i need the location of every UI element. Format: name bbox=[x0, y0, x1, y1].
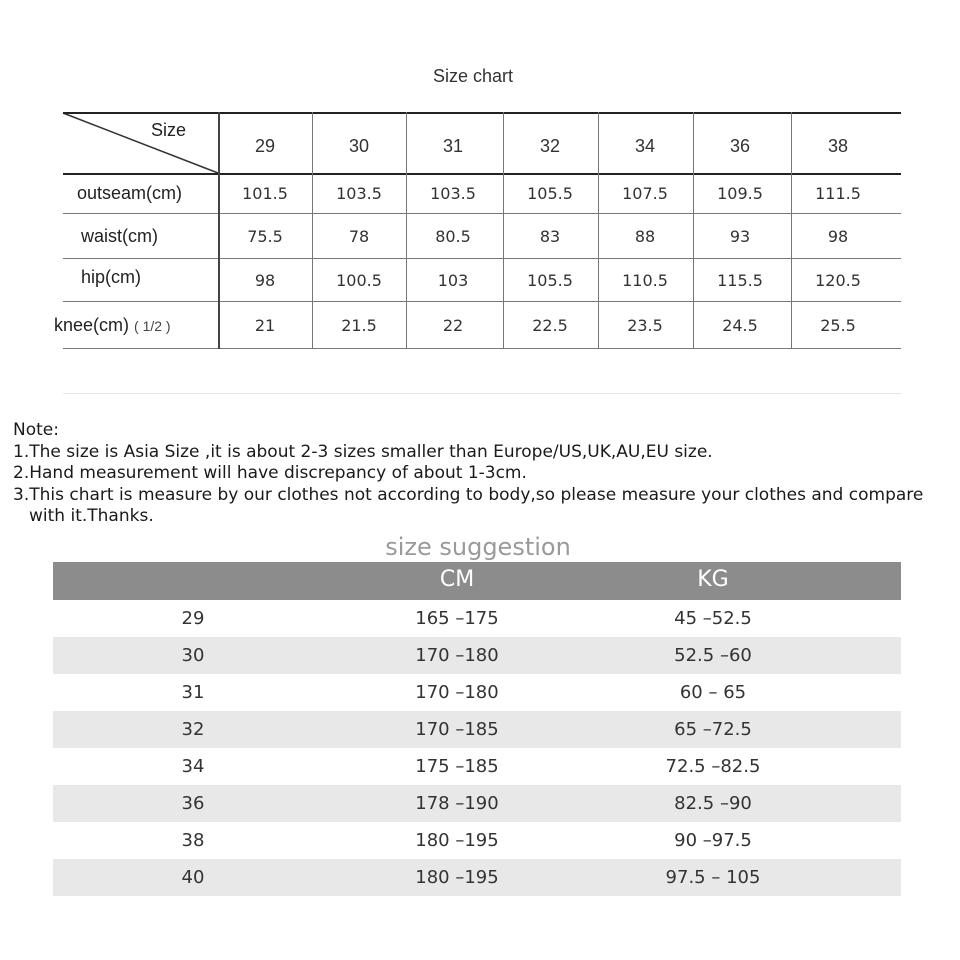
suggestion-cm: 180 –195 bbox=[415, 830, 499, 851]
table-cell: 22.5 bbox=[532, 315, 568, 335]
note-line-1: 1.The size is Asia Size ,it is about 2-3 sizes smaller than Europe/US,UK,AU,EU size. bbox=[13, 441, 713, 462]
suggestion-kg: 97.5 – 105 bbox=[665, 867, 761, 888]
table-cell: 110.5 bbox=[622, 270, 668, 290]
table-cell: 105.5 bbox=[527, 270, 573, 290]
suggestion-header-row bbox=[53, 562, 901, 600]
suggestion-kg: 72.5 –82.5 bbox=[665, 756, 761, 777]
suggestion-kg: 65 –72.5 bbox=[674, 719, 752, 740]
suggestion-kg: 90 –97.5 bbox=[674, 830, 752, 851]
suggestion-size: 31 bbox=[181, 682, 205, 703]
note-line-2: 2.Hand measurement will have discrepancy of about 1-3cm. bbox=[13, 463, 527, 483]
table-rule bbox=[63, 213, 901, 214]
size-chart-table bbox=[54, 112, 901, 349]
suggestion-cm: 178 –190 bbox=[415, 793, 499, 814]
table-cell: 24.5 bbox=[722, 315, 758, 335]
table-cell: 115.5 bbox=[717, 270, 763, 290]
table-cell: 98 bbox=[254, 270, 276, 290]
size-suggestion-title: size suggestion bbox=[385, 533, 571, 561]
table-cell: 21.5 bbox=[341, 315, 377, 335]
row-label bbox=[54, 315, 171, 336]
table-cell: 83 bbox=[539, 227, 561, 246]
table-cell: 103 bbox=[437, 270, 469, 290]
row-label-text: knee(cm) bbox=[54, 314, 130, 335]
size-chart-title: Size chart bbox=[432, 66, 514, 86]
suggestion-kg: 60 – 65 bbox=[679, 682, 747, 703]
suggestion-row bbox=[53, 600, 901, 637]
table-cell: 25.5 bbox=[820, 315, 856, 335]
suggestion-row bbox=[53, 711, 901, 748]
note-line-3: 3.This chart is measure by our clothes not according to body,so please measure your clothes and compare bbox=[13, 484, 924, 505]
table-cell: 93 bbox=[729, 227, 751, 246]
suggestion-row bbox=[53, 637, 901, 674]
suggestion-kg: 52.5 –60 bbox=[674, 645, 752, 666]
suggestion-row bbox=[53, 674, 901, 711]
suggestion-size: 32 bbox=[181, 719, 205, 740]
table-rule bbox=[63, 173, 901, 175]
suggestion-size: 38 bbox=[181, 830, 205, 851]
table-cell: 109.5 bbox=[717, 184, 763, 203]
table-cell: 105.5 bbox=[527, 184, 573, 203]
table-rule bbox=[63, 258, 901, 259]
size-header-31: 31 bbox=[442, 136, 464, 156]
suggestion-cm: 170 –180 bbox=[415, 645, 499, 666]
size-suggestion-table bbox=[53, 562, 901, 896]
table-cell: 78 bbox=[348, 227, 370, 246]
suggestion-cm: 175 –185 bbox=[415, 756, 499, 777]
size-header-38: 38 bbox=[827, 136, 849, 156]
table-cell: 100.5 bbox=[336, 270, 382, 290]
table-cell: 23.5 bbox=[627, 315, 663, 335]
suggestion-size: 40 bbox=[181, 867, 205, 888]
suggestion-size: 34 bbox=[181, 756, 205, 777]
suggestion-cm: 170 –180 bbox=[415, 682, 499, 703]
size-header-34: 34 bbox=[634, 136, 656, 156]
size-header-32: 32 bbox=[539, 136, 561, 156]
table-cell: 101.5 bbox=[242, 184, 288, 203]
suggestion-size: 30 bbox=[181, 645, 205, 666]
divider-line bbox=[63, 393, 901, 394]
table-cell: 120.5 bbox=[815, 270, 861, 290]
suggestion-cm: 165 –175 bbox=[415, 608, 499, 629]
suggestion-size: 29 bbox=[181, 608, 205, 629]
notes-section bbox=[13, 420, 948, 528]
row-label-text: hip(cm) bbox=[81, 266, 142, 287]
suggestion-kg: 45 –52.5 bbox=[674, 608, 752, 629]
suggestion-row bbox=[53, 859, 901, 896]
suggestion-cm: 180 –195 bbox=[415, 867, 499, 888]
row-label bbox=[81, 226, 158, 247]
size-header-29: 29 bbox=[254, 136, 276, 156]
suggestion-cm: 170 –185 bbox=[415, 719, 499, 740]
suggestion-row bbox=[53, 748, 901, 785]
table-rule bbox=[63, 348, 901, 349]
table-cell: 98 bbox=[827, 227, 849, 246]
table-rule bbox=[63, 301, 901, 302]
suggestion-row bbox=[53, 785, 901, 822]
table-cell: 88 bbox=[634, 227, 656, 246]
header-cm: CM bbox=[439, 567, 475, 592]
corner-size-label: Size bbox=[151, 120, 187, 140]
suggestion-kg: 82.5 –90 bbox=[674, 793, 752, 814]
row-label bbox=[77, 183, 182, 204]
row-label-note: ( 1/2 ) bbox=[134, 317, 171, 334]
suggestion-row bbox=[53, 822, 901, 859]
table-cell: 21 bbox=[254, 315, 276, 335]
corner-diagonal bbox=[63, 112, 218, 174]
row-label bbox=[81, 267, 141, 288]
suggestion-size: 36 bbox=[181, 793, 205, 814]
header-kg: KG bbox=[697, 567, 729, 592]
table-cell: 111.5 bbox=[815, 184, 861, 203]
table-cell: 75.5 bbox=[247, 227, 283, 246]
table-cell: 103.5 bbox=[430, 184, 476, 203]
size-header-30: 30 bbox=[348, 136, 370, 156]
size-header-36: 36 bbox=[729, 136, 751, 156]
row-label-text: waist(cm) bbox=[81, 226, 158, 246]
table-cell: 80.5 bbox=[435, 227, 471, 246]
table-cell: 22 bbox=[442, 315, 464, 335]
table-cell: 103.5 bbox=[336, 184, 382, 203]
notes-heading: Note: bbox=[13, 420, 59, 440]
note-line-3-cont: with it.Thanks. bbox=[29, 506, 154, 526]
table-cell: 107.5 bbox=[622, 184, 668, 203]
row-label-text: outseam(cm) bbox=[77, 183, 183, 203]
table-rule bbox=[63, 112, 901, 114]
